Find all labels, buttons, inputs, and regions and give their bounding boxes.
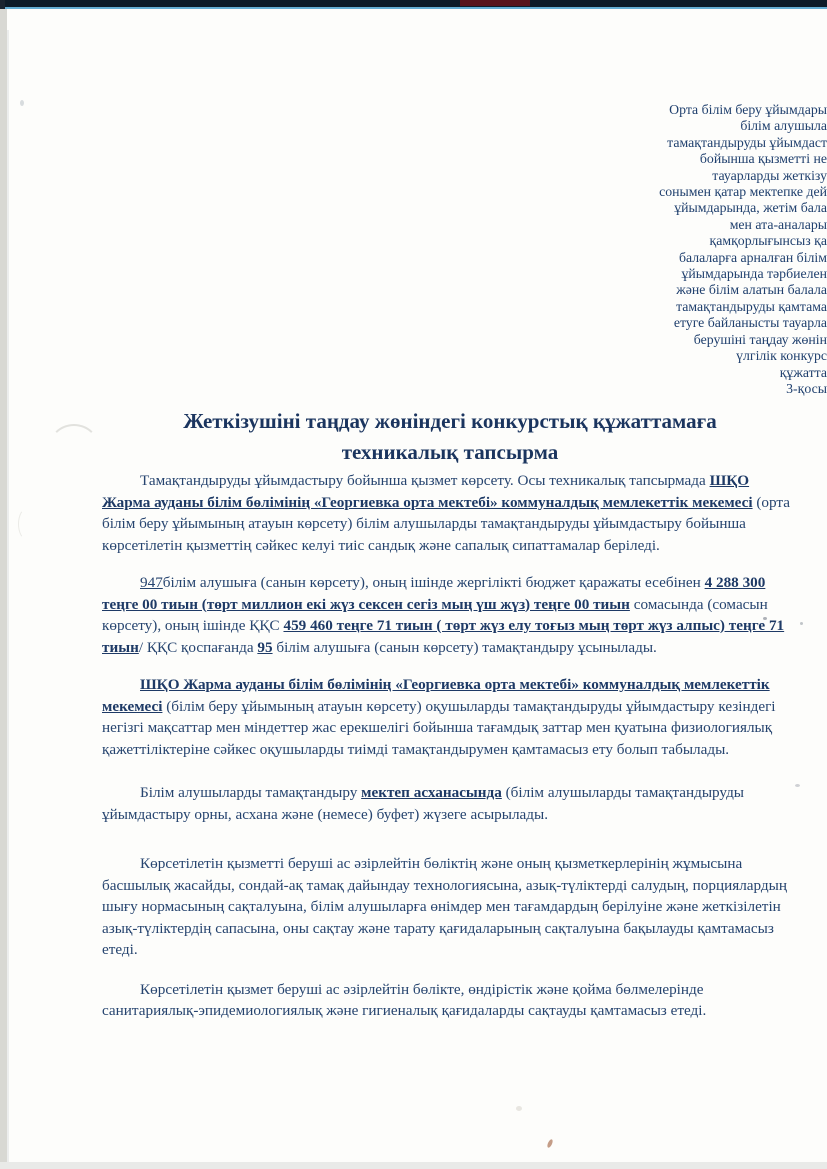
total-amount-emphasis: 4 288 300 теңге 00 тиын (төрт миллион екі жүз сексен сегіз мың үш жүз) теңге 00 тиын bbox=[102, 574, 766, 613]
scan-speck bbox=[20, 100, 24, 106]
appendix-line: білім алушыла bbox=[740, 118, 827, 134]
scan-speck bbox=[516, 1106, 522, 1111]
paragraph-text: Тамақтандыруды ұйымдастыру бойынша қызмет көрсету. Осы техникалық тапсырмада bbox=[140, 472, 710, 489]
appendix-line: Орта білім беру ұйымдары bbox=[669, 102, 827, 117]
appendix-line: тамақтандыруды қамтама bbox=[676, 298, 827, 314]
document-title-line1: Жеткізушіні таңдау жөніндегі конкурстық құжаттамаға bbox=[183, 409, 717, 433]
paragraph-text: сомасында (сомасын көрсету), оның ішінде ҚҚС bbox=[102, 595, 768, 634]
appendix-line: сонымен қатар мектепке дей bbox=[659, 184, 827, 200]
appendix-line: балаларға арналған білім bbox=[679, 249, 827, 265]
scan-bottom-edge bbox=[0, 1162, 827, 1169]
paragraph-location bbox=[102, 782, 800, 825]
appendix-line: мен ата-аналары bbox=[729, 216, 827, 232]
appendix-line: бойынша қызметті не bbox=[699, 151, 827, 167]
paragraph-text: Білім алушыларды тамақтандыру bbox=[140, 784, 362, 801]
scan-speck bbox=[800, 622, 803, 625]
paragraph-sanitary-rules bbox=[102, 979, 800, 1022]
scan-top-blue-line bbox=[0, 7, 827, 9]
paragraph-budget-amounts bbox=[102, 572, 800, 658]
scan-top-edge bbox=[0, 0, 827, 7]
scan-left-edge-highlight bbox=[7, 30, 9, 1169]
appendix-reference-block bbox=[507, 102, 827, 397]
paragraph-text: / ҚҚС қоспағанда bbox=[138, 638, 258, 656]
appendix-line: ұйымдарында тәрбиелен bbox=[681, 266, 827, 282]
paragraph-text: білім алушыға (санын көрсету) тамақтандыру ұсынылады. bbox=[272, 638, 657, 656]
document-title-line2: техникалық тапсырма bbox=[341, 440, 559, 464]
canteen-emphasis: мектеп асханасында bbox=[361, 784, 502, 801]
appendix-line: және білім алатын балала bbox=[676, 282, 827, 298]
paragraph-text: (білім беру ұйымының атауын көрсету) оқушыларды тамақтандыруды ұйымдастыру кезіндегі негізгі мақсаттар мен міндеттер жас ерекшелігі бойынша тағамдық заттар мен қуатына физиологиялық қажеттіліктеріне сәйкес оқушыларды тиімді тамақтандырумен қамтамасыз ету болып табылады. bbox=[102, 697, 776, 758]
document-body bbox=[102, 470, 800, 1022]
appendix-line: тамақтандыруды ұйымдаст bbox=[667, 134, 827, 150]
paragraph-text: Көрсетілетін қызметті беруші ас әзірлейтін бөліктің және оның қызметкерлерінің жұмысына басшылық жасайды, сондай-ақ тамақ дайындау технологиясына, азық-түліктерді салудың, порциялардың шығу нормасының сақталуына, білім алушыларға өнімдер мен тағамдардың берілуіне және жеткізілетін азық-түліктердің сапасына, оны сақтау және тарату қағидаларының сақталуына бақылауды қамтамасыз етеді. bbox=[102, 855, 787, 958]
paragraph-text: (орта білім беру ұйымының атауын көрсету) білім алушыларды тамақтандыруды ұйымдастыру бойынша көрсетілетін қызметтің сәйкес келуі тиіс сандық және сапалық сипаттамалар беріледі. bbox=[102, 493, 790, 554]
student-count-secondary: 95 bbox=[257, 638, 273, 656]
scan-left-edge bbox=[0, 9, 7, 1169]
organization-name-emphasis: ШҚО Жарма ауданы білім бөлімінің «Георгиевка орта мектебі» коммуналдық мемлекеттік мекемесі bbox=[102, 472, 753, 511]
appendix-line: құжатта bbox=[779, 364, 827, 380]
appendix-line: етуге байланысты тауарла bbox=[673, 315, 827, 331]
scan-speck bbox=[546, 1139, 553, 1149]
appendix-line: 3-қосы bbox=[786, 380, 827, 396]
scan-arc-mark bbox=[48, 424, 100, 474]
student-count-value: 947 bbox=[140, 574, 163, 591]
paragraph-text: Көрсетілетін қызмет беруші ас әзірлейтін бөлікте, өндірістік және қойма бөлмелерінде санитариялық-эпидемиологиялық және гигиеналық қағидаларды сақтауды қамтамасыз етеді. bbox=[102, 980, 707, 1019]
appendix-line: ұйымдарында, жетім бала bbox=[674, 200, 827, 216]
appendix-line: үлгілік конкурс bbox=[736, 348, 827, 364]
paragraph-text: білім алушыға (санын көрсету), оның ішінде жергілікті бюджет қаражаты есебінен bbox=[162, 574, 705, 591]
vat-amount-emphasis: 459 460 теңге 71 тиын ( төрт жүз елу тоғыз мың төрт жүз алпыс) теңге 71 тиын bbox=[102, 617, 785, 656]
paragraph-text: (білім алушыларды тамақтандыруды ұйымдастыру орны, асхана және (немесе) буфет) жүзеге асырылады. bbox=[102, 784, 744, 823]
paragraph-supervision bbox=[102, 853, 800, 961]
paragraph-service-description bbox=[102, 470, 800, 556]
scan-arc-mark-small bbox=[18, 508, 36, 540]
appendix-line: тауарларды жеткізу bbox=[712, 167, 827, 183]
appendix-line: қамқорлығынсыз қа bbox=[709, 233, 827, 249]
organization-name-emphasis: ШҚО Жарма ауданы білім бөлімінің «Георгиевка орта мектебі» коммуналдық мемлекеттік мекемесі bbox=[102, 676, 770, 715]
paragraph-goals bbox=[102, 674, 800, 760]
document-title bbox=[100, 406, 800, 468]
appendix-line: берушіні таңдау жөнін bbox=[693, 331, 827, 347]
scan-top-edge-red-segment bbox=[460, 0, 530, 6]
